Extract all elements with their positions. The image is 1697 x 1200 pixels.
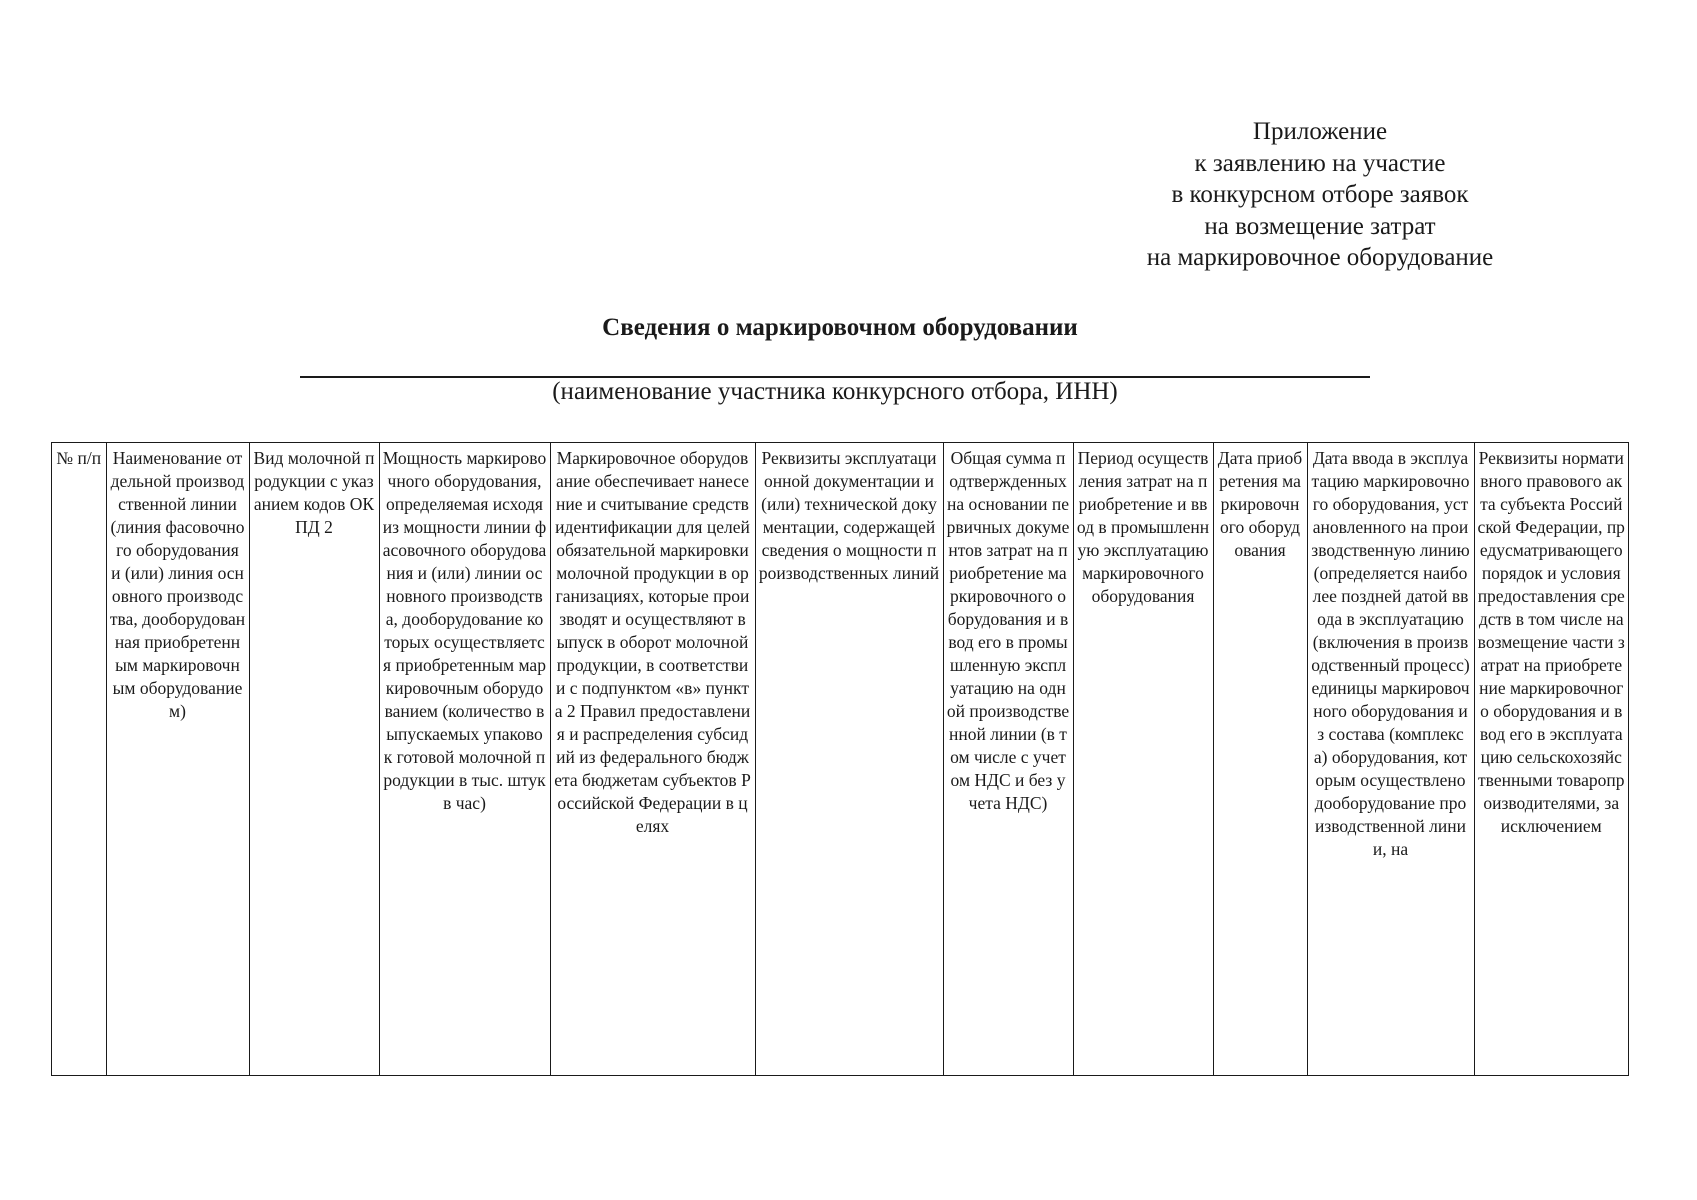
appendix-line: на маркировочное оборудование [1146,244,1494,271]
column-header-equipment-purpose: Маркировочное оборудование обеспечивает нанесение и считывание средств идентификации для целей обязательной маркировки молочной продукции в организациях, которые производят и осуществляют выпуск в оборот молочной продукции, в соответствии с подпунктом «в» пункта 2 Правил предоставления и распределения субсидий из федерального бюджета бюджетам субъектов Российской Федерации в целях [550,443,755,1075]
participant-caption: (наименование участника конкурсного отбора, ИНН) [552,378,1118,405]
column-header-total-cost: Общая сумма подтвержденных на основании первичных документов затрат на приобретение маркировочного оборудования и ввод его в промышленную эксплуатацию на одной производственной линии (в том числе с учетом НДС и без учета НДС) [943,443,1073,1075]
appendix-block [1120,116,1520,274]
appendix-line: в конкурсном отборе заявок [1171,181,1469,208]
column-header-line-name: Наименование отдельной производственной линии (линия фасовочного оборудования и (или) линия основного производства, дооборудованная приобретенным маркировочным оборудованием) [106,443,249,1075]
column-header-product-type: Вид молочной продукции с указанием кодов ОКПД 2 [249,443,379,1075]
appendix-line: к заявлению на участие [1194,149,1446,177]
column-header-commissioning-date: Дата ввода в эксплуатацию маркировочного оборудования, установленного на производственную линию (определяется наиболее поздней датой ввода в эксплуатацию (включения в производственный процесс) единицы маркировочного оборудования из состава (комплекса) оборудования, которым осуществлено дооборудование производственной линии, на [1307,443,1474,1075]
column-header-cost-period: Период осуществления затрат на приобретение и ввод в промышленную эксплуатацию маркировочного оборудования [1073,443,1213,1075]
column-header-documentation: Реквизиты эксплуатационной документации и (или) технической документации, содержащей сведения о мощности производственных линий [755,443,943,1075]
appendix-line: Приложение [1252,118,1388,145]
column-header-legal-act: Реквизиты нормативного правового акта субъекта Российской Федерации, предусматривающего порядок и условия предоставления средств в том числе на возмещение части затрат на приобретение маркировочного оборудования и ввод его в эксплуатацию сельскохозяйственными товаропроизводителями, за исключением [1474,443,1628,1075]
table-header-row [52,443,1628,1075]
column-header-number: № п/п [56,448,102,468]
column-header-purchase-date: Дата приобретения маркировочного оборудования [1213,443,1307,1075]
document-title: Сведения о маркировочном оборудовании [602,314,1078,341]
equipment-table [51,442,1629,1076]
appendix-line: на возмещение затрат [1204,212,1436,240]
column-header-capacity: Мощность маркировочного оборудования, определяемая исходя из мощности линии фасовочного оборудования и (или) линии основного производства, дооборудование которых осуществляется приобретенным маркировочным оборудованием (количество выпускаемых упаковок готовой молочной продукции в тыс. штук в час) [379,443,550,1075]
